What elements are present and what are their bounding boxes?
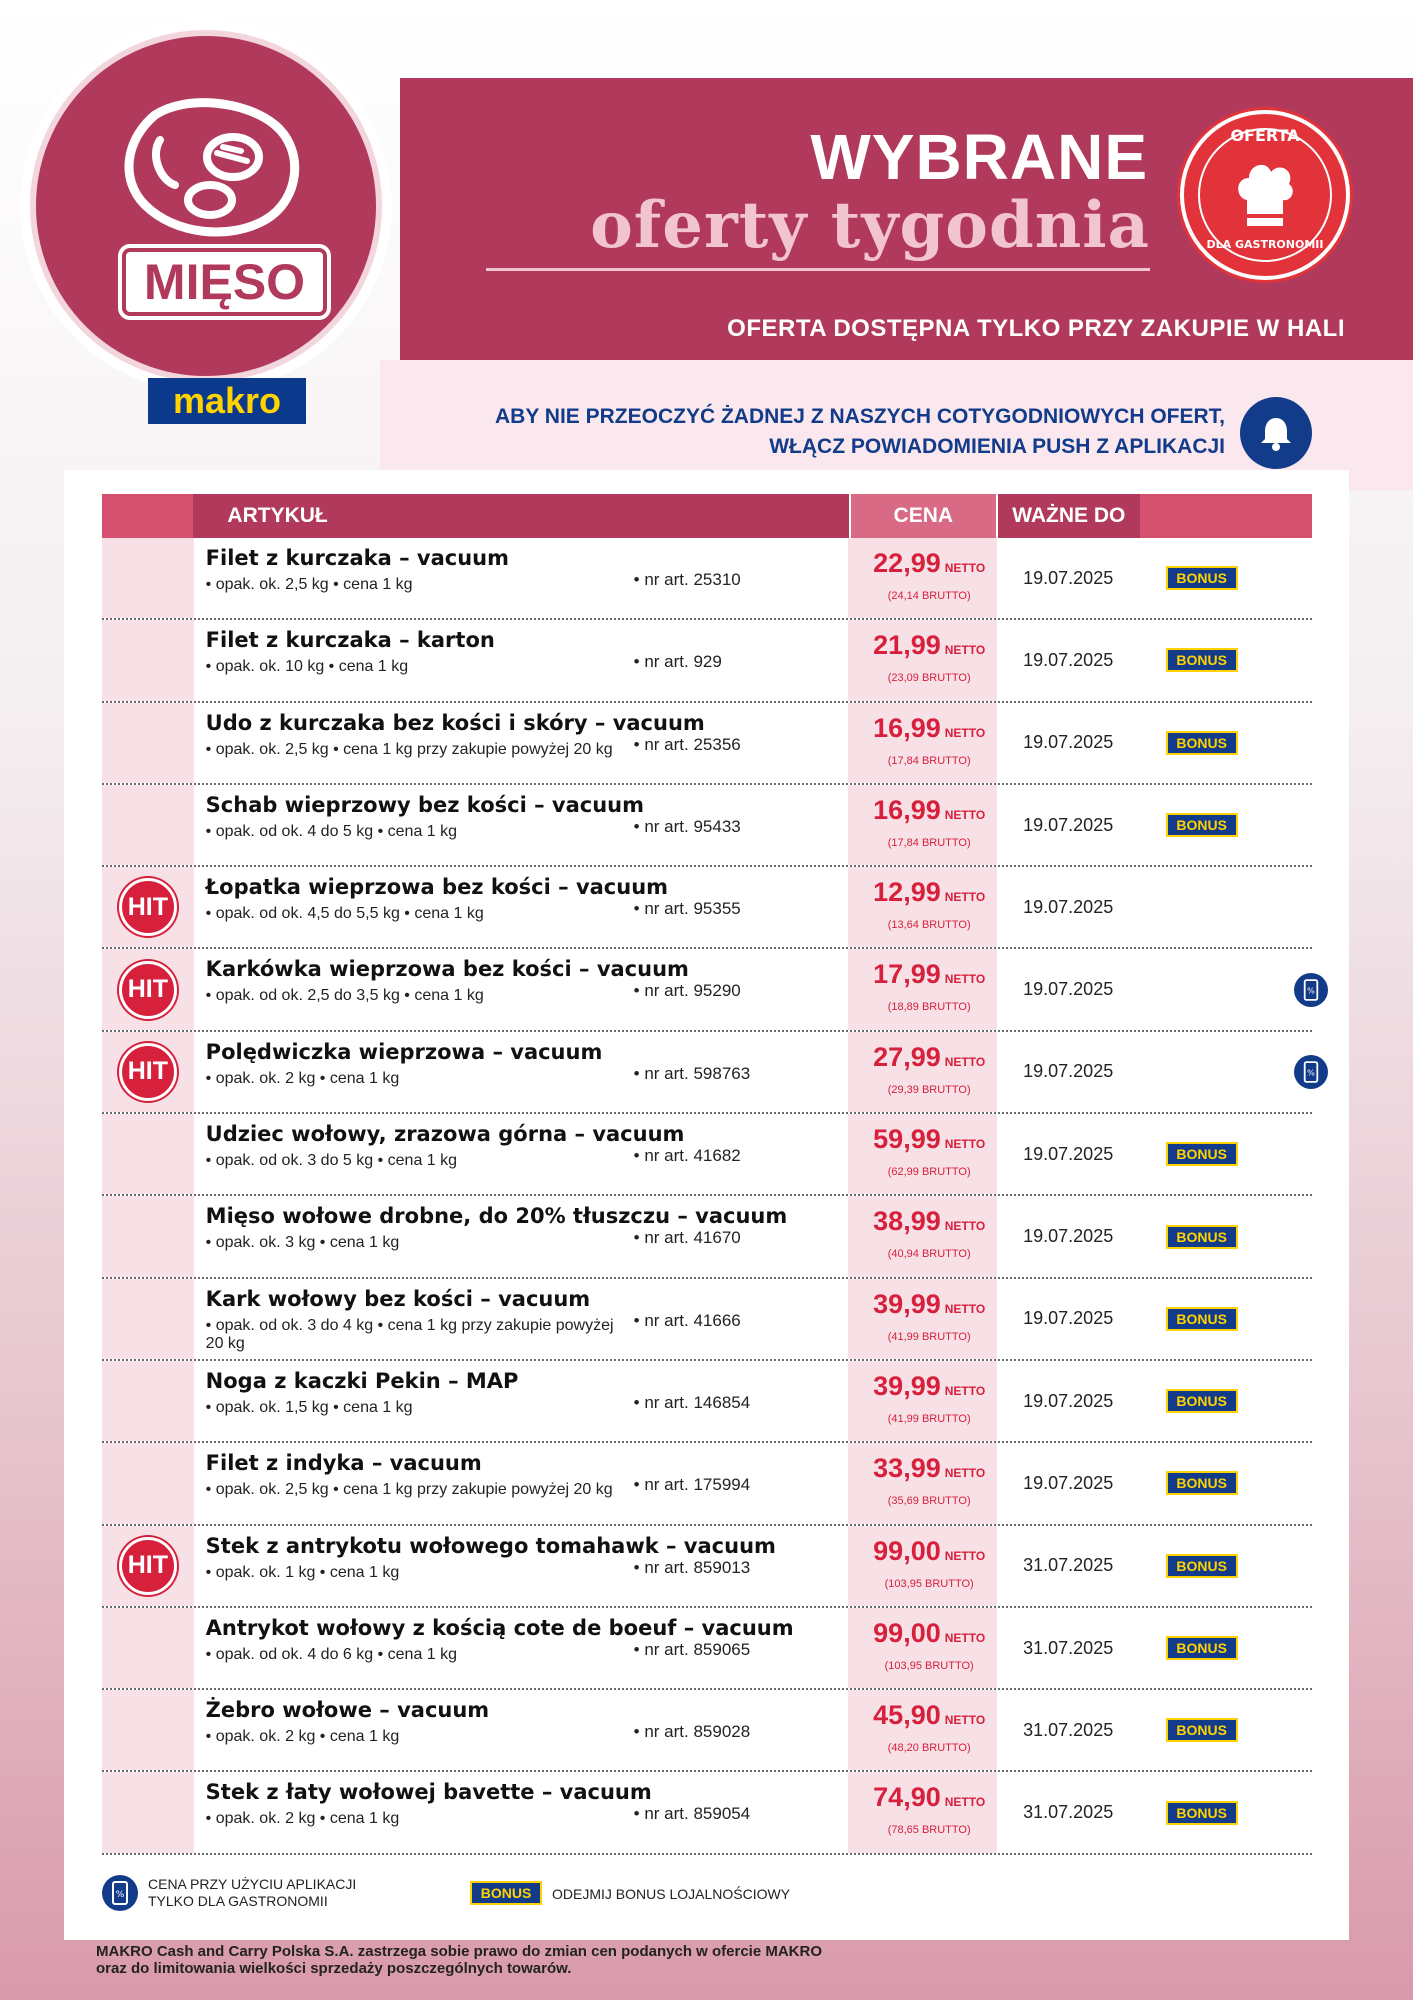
product-name: Filet z kurczaka – karton — [205, 628, 495, 653]
footer-line-2: oraz do limitowania wielkości sprzedaży poszczególnych towarów. — [96, 1960, 572, 1977]
product-desc: • opak. ok. 2,5 kg • cena 1 kg — [205, 576, 413, 593]
price-cell — [848, 1196, 997, 1276]
netto-label: NETTO — [944, 725, 986, 740]
article-cell — [194, 1608, 849, 1688]
phone-percent-icon — [1302, 979, 1320, 1001]
svg-text:%: % — [115, 1890, 125, 1900]
hit-cell — [102, 1608, 194, 1688]
valid-date: 19.07.2025 — [1023, 567, 1114, 588]
product-name: Kark wołowy bez kości – vacuum — [205, 1286, 591, 1311]
price-brutto: (41,99 BRUTTO) — [887, 1412, 971, 1425]
legend-bonus-badge: BONUS — [470, 1881, 542, 1905]
table-row — [102, 1279, 1312, 1361]
title-underline — [486, 268, 1150, 271]
article-cell — [194, 1032, 849, 1112]
netto-label: NETTO — [944, 561, 986, 575]
subtitle: OFERTA DOSTĘPNA TYLKO PRZY ZAKUPIE W HALI — [727, 315, 1345, 342]
netto-label: NETTO — [944, 890, 986, 905]
article-cell — [194, 949, 849, 1029]
hit-badge: HIT — [119, 961, 177, 1019]
price-brutto: (23,09 BRUTTO) — [887, 672, 971, 685]
header-price: CENA — [849, 494, 997, 538]
article-cell — [194, 1196, 849, 1276]
price-value: 74,90 — [873, 1782, 941, 1813]
price-brutto: (41,99 BRUTTO) — [887, 1330, 971, 1343]
hit-cell — [102, 1526, 194, 1606]
article-cell — [194, 1690, 849, 1770]
bonus-badge: BONUS — [1166, 1307, 1238, 1331]
bonus-cell — [1140, 703, 1312, 783]
table-row — [102, 1032, 1315, 1114]
price-brutto: (48,20 BRUTTO) — [887, 1742, 971, 1755]
header-hit-col — [102, 494, 193, 538]
phone-percent-icon — [1302, 1061, 1320, 1083]
article-cell — [194, 785, 849, 865]
price-brutto: (35,69 BRUTTO) — [887, 1495, 971, 1508]
price-brutto: (24,14 BRUTTO) — [887, 590, 971, 602]
svg-text:%: % — [1306, 1067, 1315, 1078]
chef-hat-icon — [1233, 156, 1297, 230]
price-cell — [848, 703, 997, 783]
price-netto — [848, 1124, 1010, 1155]
price-cell — [848, 1032, 997, 1112]
price-brutto: (103,95 BRUTTO) — [884, 1659, 974, 1672]
article-cell — [194, 867, 849, 947]
price-cell — [848, 1443, 997, 1523]
header-valid: WAŻNE DO — [998, 494, 1141, 538]
article-number: • nr art. 25310 — [633, 570, 741, 589]
app-price-badge — [1294, 1055, 1328, 1089]
hit-cell — [102, 1114, 194, 1194]
product-desc: • opak. od ok. 4 do 6 kg • cena 1 kg — [205, 1645, 458, 1663]
price-value: 59,99 — [873, 1124, 941, 1155]
netto-label: NETTO — [944, 1301, 986, 1316]
price-cell — [848, 1114, 997, 1194]
price-value: 39,99 — [873, 1288, 941, 1319]
product-name: Filet z kurczaka – vacuum — [205, 546, 510, 570]
hit-cell — [102, 1690, 194, 1770]
hit-cell — [102, 1361, 194, 1441]
valid-date: 19.07.2025 — [1023, 1390, 1114, 1411]
article-number: • nr art. 95355 — [633, 899, 741, 919]
netto-label: NETTO — [944, 1548, 986, 1563]
bonus-cell — [1140, 1032, 1315, 1112]
price-cell — [848, 949, 997, 1029]
price-value: 45,90 — [873, 1700, 941, 1731]
price-brutto: (103,95 BRUTTO) — [884, 1577, 974, 1590]
product-desc: • opak. ok. 3 kg • cena 1 kg — [205, 1234, 400, 1252]
table-row — [102, 1361, 1312, 1443]
price-brutto: (17,84 BRUTTO) — [887, 754, 971, 767]
title-sub: oferty tygodnia — [590, 188, 1150, 263]
table-row — [102, 785, 1312, 867]
article-cell — [194, 1772, 849, 1852]
bonus-badge: BONUS — [1166, 1554, 1238, 1578]
article-number: • nr art. 25356 — [633, 734, 741, 754]
bonus-badge: BONUS — [1166, 1801, 1238, 1825]
bonus-cell — [1140, 538, 1312, 618]
table-body — [102, 538, 1315, 1855]
hit-cell — [102, 1032, 194, 1112]
hit-cell — [102, 703, 194, 783]
product-desc: • opak. od ok. 2,5 do 3,5 kg • cena 1 kg — [205, 987, 484, 1005]
price-cell — [848, 620, 997, 700]
hit-cell — [102, 1443, 194, 1523]
header-article: ARTYKUŁ — [193, 494, 849, 538]
table-row — [102, 703, 1312, 785]
bonus-cell — [1140, 1608, 1312, 1688]
netto-label: NETTO — [944, 1713, 986, 1728]
hit-badge: HIT — [119, 1537, 177, 1595]
hit-cell — [102, 620, 194, 700]
bonus-cell — [1140, 867, 1312, 947]
product-desc: • opak. ok. 10 kg • cena 1 kg — [205, 658, 409, 676]
price-value: 27,99 — [873, 1041, 941, 1072]
article-cell — [194, 703, 849, 783]
bonus-cell — [1140, 1772, 1312, 1852]
price-netto — [848, 1371, 1010, 1402]
price-netto — [848, 1782, 1010, 1813]
price-cell — [848, 1279, 997, 1359]
bonus-badge: BONUS — [1166, 1636, 1238, 1660]
table-row — [102, 1608, 1312, 1690]
price-netto — [848, 1618, 1010, 1649]
bonus-badge: BONUS — [1166, 1718, 1238, 1742]
price-cell — [848, 1772, 997, 1852]
bonus-cell — [1140, 620, 1312, 700]
table-row — [102, 620, 1312, 702]
price-value: 38,99 — [873, 1206, 941, 1237]
price-netto — [848, 959, 1010, 990]
article-number: • nr art. 95433 — [633, 816, 741, 836]
product-name: Karkówka wieprzowa bez kości – vacuum — [205, 957, 689, 982]
price-cell — [848, 867, 997, 947]
svg-text:%: % — [1306, 985, 1315, 996]
offer-table — [102, 494, 1315, 1855]
price-brutto: (18,89 BRUTTO) — [887, 1001, 971, 1014]
price-netto — [848, 1042, 1010, 1073]
valid-date: 19.07.2025 — [1023, 896, 1114, 917]
hit-cell — [102, 1772, 194, 1852]
product-desc: • opak. ok. 2 kg • cena 1 kg — [205, 1810, 400, 1828]
hit-cell — [102, 1279, 194, 1359]
product-desc: • opak. ok. 2,5 kg • cena 1 kg przy zakupie powyżej 20 kg — [205, 1481, 613, 1499]
bonus-badge: BONUS — [1166, 731, 1238, 755]
product-desc: • opak. ok. 1,5 kg • cena 1 kg — [205, 1398, 413, 1416]
netto-label: NETTO — [944, 807, 986, 822]
price-cell — [848, 538, 997, 618]
price-value: 16,99 — [873, 712, 941, 743]
valid-date: 19.07.2025 — [1023, 1472, 1114, 1493]
product-name: Mięso wołowe drobne, do 20% tłuszczu – vacuum — [205, 1204, 788, 1229]
product-name: Antrykot wołowy z kością cote de boeuf – vacuum — [205, 1615, 794, 1640]
article-number: • nr art. 859013 — [633, 1557, 751, 1577]
netto-label: NETTO — [944, 643, 986, 658]
app-price-badge — [1294, 973, 1328, 1007]
phone-percent-icon — [110, 1881, 130, 1905]
product-name: Noga z kaczki Pekin – MAP — [205, 1368, 519, 1393]
product-name: Filet z indyka – vacuum — [205, 1451, 482, 1476]
table-row — [102, 949, 1315, 1031]
price-cell — [848, 1608, 997, 1688]
article-cell — [194, 1526, 849, 1606]
table-row — [102, 1114, 1312, 1196]
legend-app-text — [148, 1876, 356, 1910]
legend-app-line-2: TYLKO DLA GASTRONOMII — [148, 1893, 328, 1909]
title-main: WYBRANE — [810, 121, 1148, 193]
price-cell — [848, 785, 997, 865]
netto-label: NETTO — [944, 1054, 986, 1069]
hit-badge: HIT — [119, 878, 177, 936]
article-cell — [194, 538, 849, 618]
valid-date: 19.07.2025 — [1023, 1226, 1114, 1247]
netto-label: NETTO — [944, 1137, 986, 1152]
valid-date: 19.07.2025 — [1023, 649, 1114, 670]
table-row — [102, 538, 1312, 620]
price-netto — [848, 795, 1010, 826]
article-cell — [194, 1279, 849, 1359]
product-desc: • opak. ok. 1 kg • cena 1 kg — [205, 1563, 400, 1581]
product-desc: • opak. ok. 2 kg • cena 1 kg — [205, 1069, 400, 1087]
category-label: MIĘSO — [122, 248, 327, 316]
gastronomy-stamp — [1180, 110, 1350, 280]
article-number: • nr art. 95290 — [633, 981, 741, 1001]
table-row — [102, 1196, 1312, 1278]
price-brutto: (29,39 BRUTTO) — [887, 1083, 971, 1096]
price-cell — [848, 1526, 997, 1606]
product-name: Stek z łaty wołowej bavette – vacuum — [205, 1780, 652, 1805]
push-notice — [380, 402, 1225, 462]
article-number: • nr art. 41682 — [633, 1146, 741, 1166]
legend-app-badge — [102, 1875, 138, 1911]
price-netto — [848, 1206, 1010, 1237]
footer-disclaimer — [96, 1943, 822, 1977]
product-desc: • opak. od ok. 3 do 5 kg • cena 1 kg — [205, 1152, 458, 1170]
bonus-cell — [1140, 1443, 1312, 1523]
price-cell — [848, 1690, 997, 1770]
price-value: 12,99 — [873, 877, 941, 908]
product-desc: • opak. od ok. 4,5 do 5,5 kg • cena 1 kg — [205, 905, 484, 923]
valid-date: 31.07.2025 — [1023, 1555, 1114, 1576]
bonus-cell — [1140, 1526, 1312, 1606]
price-netto — [848, 548, 1010, 579]
article-cell — [194, 620, 849, 700]
table-row — [102, 1772, 1312, 1854]
bell-button[interactable] — [1240, 397, 1312, 469]
legend-app-line-1: CENA PRZY UŻYCIU APLIKACJI — [148, 1876, 357, 1892]
price-cell — [848, 1361, 997, 1441]
price-value: 21,99 — [873, 630, 941, 661]
bonus-cell — [1140, 1279, 1312, 1359]
bonus-badge: BONUS — [1166, 566, 1238, 590]
price-netto — [848, 713, 1010, 744]
bonus-badge: BONUS — [1166, 1471, 1238, 1495]
footer-line-1: MAKRO Cash and Carry Polska S.A. zastrzega sobie prawo do zmian cen podanych w ofercie MAKRO — [96, 1943, 822, 1960]
bonus-cell — [1140, 1690, 1312, 1770]
article-number: • nr art. 41670 — [633, 1228, 741, 1248]
table-row — [102, 1526, 1312, 1608]
netto-label: NETTO — [944, 1795, 986, 1810]
hit-cell — [102, 1196, 194, 1276]
valid-date: 19.07.2025 — [1023, 1308, 1114, 1329]
netto-label: NETTO — [944, 1466, 986, 1481]
article-number: • nr art. 859054 — [633, 1804, 751, 1824]
valid-date: 31.07.2025 — [1023, 1802, 1114, 1823]
bonus-cell — [1140, 1361, 1312, 1441]
valid-date: 19.07.2025 — [1023, 1143, 1114, 1164]
valid-date: 31.07.2025 — [1023, 1637, 1114, 1658]
product-name: Polędwiczka wieprzowa – vacuum — [205, 1039, 603, 1064]
table-header — [102, 494, 1312, 538]
hit-cell — [102, 867, 194, 947]
product-desc: • opak. ok. 2,5 kg • cena 1 kg przy zakupie powyżej 20 kg — [205, 740, 613, 758]
bonus-cell — [1140, 785, 1312, 865]
valid-date: 19.07.2025 — [1023, 814, 1114, 835]
product-name: Udziec wołowy, zrazowa górna – vacuum — [205, 1122, 685, 1147]
price-brutto: (40,94 BRUTTO) — [887, 1248, 971, 1261]
netto-label: NETTO — [944, 1219, 986, 1234]
valid-date: 31.07.2025 — [1023, 1719, 1114, 1740]
price-brutto: (17,84 BRUTTO) — [887, 836, 971, 849]
price-brutto: (78,65 BRUTTO) — [887, 1824, 971, 1837]
product-name: Schab wieprzowy bez kości – vacuum — [205, 792, 644, 817]
product-desc: • opak. od ok. 3 do 4 kg • cena 1 kg przy zakupie powyżej 20 kg — [205, 1316, 614, 1352]
price-value: 33,99 — [873, 1453, 941, 1484]
steak-icon — [115, 95, 315, 245]
header-bonus-col — [1140, 494, 1312, 538]
price-netto — [848, 1536, 1010, 1567]
valid-date: 19.07.2025 — [1023, 979, 1114, 1000]
article-number: • nr art. 41666 — [633, 1310, 741, 1330]
bonus-badge: BONUS — [1166, 1389, 1238, 1413]
price-netto — [848, 1700, 1010, 1731]
price-netto — [848, 630, 1010, 661]
bonus-badge: BONUS — [1166, 648, 1238, 672]
article-cell — [194, 1114, 849, 1194]
article-cell — [194, 1443, 849, 1523]
article-number: • nr art. 146854 — [633, 1392, 751, 1412]
valid-date: 19.07.2025 — [1023, 732, 1114, 753]
price-value: 22,99 — [873, 548, 941, 578]
price-netto — [848, 1453, 1010, 1484]
bonus-badge: BONUS — [1166, 1225, 1238, 1249]
stamp-bottom-text: DLA GASTRONOMII — [1206, 238, 1324, 251]
product-desc: • opak. od ok. 4 do 5 kg • cena 1 kg — [205, 822, 458, 840]
price-value: 17,99 — [873, 959, 941, 990]
price-value: 39,99 — [873, 1370, 941, 1401]
price-netto — [848, 877, 1010, 908]
product-name: Stek z antrykotu wołowego tomahawk – vacuum — [205, 1533, 776, 1558]
price-value: 99,00 — [873, 1617, 941, 1648]
bonus-cell — [1140, 949, 1315, 1029]
article-number: • nr art. 598763 — [633, 1063, 751, 1083]
netto-label: NETTO — [944, 972, 986, 987]
table-row — [102, 1443, 1312, 1525]
netto-label: NETTO — [944, 1630, 986, 1645]
legend-bonus-text: ODEJMIJ BONUS LOJALNOŚCIOWY — [552, 1886, 791, 1902]
bell-icon — [1256, 413, 1296, 453]
price-value: 16,99 — [873, 794, 941, 825]
push-line-1: ABY NIE PRZEOCZYĆ ŻADNEJ Z NASZYCH COTYGODNIOWYCH OFERT, — [495, 405, 1225, 428]
price-brutto: (13,64 BRUTTO) — [887, 919, 971, 932]
price-brutto: (62,99 BRUTTO) — [887, 1166, 971, 1179]
bonus-badge: BONUS — [1166, 1142, 1238, 1166]
product-name: Łopatka wieprzowa bez kości – vacuum — [205, 875, 669, 900]
valid-date: 19.07.2025 — [1023, 1061, 1114, 1082]
article-cell — [194, 1361, 849, 1441]
table-row — [102, 867, 1312, 949]
bonus-cell — [1140, 1114, 1312, 1194]
article-number: • nr art. 859028 — [633, 1722, 751, 1742]
product-name: Żebro wołowe – vacuum — [205, 1698, 490, 1723]
hit-cell — [102, 785, 194, 865]
article-number: • nr art. 929 — [633, 652, 722, 672]
price-value: 99,00 — [873, 1535, 941, 1566]
bonus-badge: BONUS — [1166, 813, 1238, 837]
hit-cell — [102, 949, 194, 1029]
table-row — [102, 1690, 1312, 1772]
hit-cell — [102, 538, 194, 618]
article-number: • nr art. 175994 — [633, 1475, 751, 1495]
product-name: Udo z kurczaka bez kości i skóry – vacuum — [205, 710, 705, 735]
push-line-2: WŁĄCZ POWIADOMIENIA PUSH Z APLIKACJI — [769, 435, 1225, 458]
hit-badge: HIT — [119, 1043, 177, 1101]
article-number: • nr art. 859065 — [633, 1639, 751, 1659]
bonus-cell — [1140, 1196, 1312, 1276]
stamp-top-text: OFERTA — [1230, 126, 1300, 145]
product-desc: • opak. ok. 2 kg • cena 1 kg — [205, 1728, 400, 1746]
makro-logo: makro — [148, 378, 306, 424]
netto-label: NETTO — [944, 1383, 986, 1398]
price-netto — [848, 1289, 1010, 1320]
